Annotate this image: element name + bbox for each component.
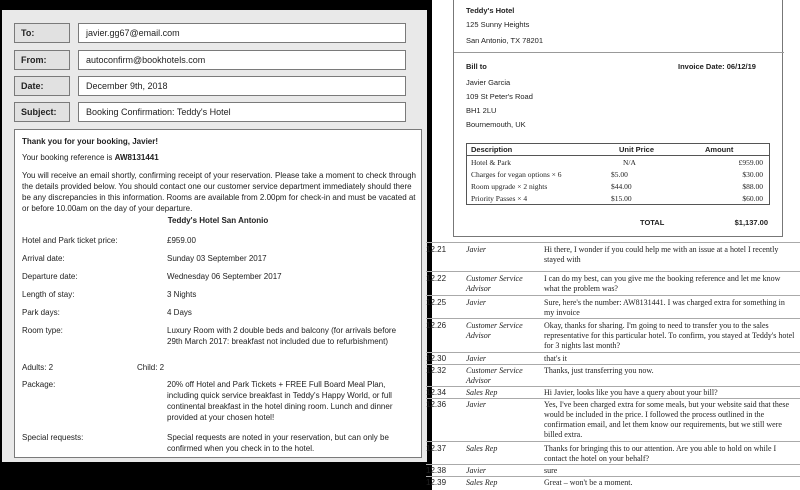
subject-label: Subject: bbox=[14, 102, 70, 122]
chat-message bbox=[426, 398, 800, 441]
bill-to-address: 109 St Peter's Road bbox=[466, 92, 533, 101]
intro-paragraph: You will receive an email shortly, confirming receipt of your reservation. Please take a moment to check through the details provided below. You should contact one our customer service department immediately should there be any discrepancies in this information. Rooms are available from 2.00pm for check-in and must be vacated at or before 10.00am on the day of your departure. bbox=[22, 171, 416, 213]
chat-message bbox=[426, 318, 800, 352]
detail-label: Length of stay: bbox=[22, 290, 75, 299]
message-sender: Customer Service Advisor bbox=[466, 366, 523, 385]
table-header-rule bbox=[467, 155, 769, 156]
message-time: 12.39 bbox=[426, 478, 447, 487]
chat-message bbox=[426, 364, 800, 386]
message-time: 12.32 bbox=[426, 366, 447, 375]
detail-label: Departure date: bbox=[22, 272, 78, 281]
chat-message bbox=[426, 476, 800, 490]
table-cell-description: Room upgrade × 2 nights bbox=[471, 182, 548, 191]
chat-message bbox=[426, 295, 800, 318]
detail-label: Hotel and Park ticket price: bbox=[22, 236, 118, 245]
column-header-unit-price: Unit Price bbox=[619, 145, 655, 154]
table-cell-unit-price: $5.00 bbox=[611, 170, 628, 179]
message-sender: Javier bbox=[466, 245, 486, 254]
message-time: 12.37 bbox=[426, 444, 447, 453]
to-field[interactable]: javier.gg67@email.com bbox=[78, 23, 406, 43]
message-sender: Javier bbox=[466, 466, 486, 475]
to-row bbox=[14, 23, 422, 43]
adults-count: Adults: 2 bbox=[22, 363, 54, 372]
message-text: Hi Javier, looks like you have a query about your bill? bbox=[544, 388, 718, 397]
table-cell-amount: £959.00 bbox=[738, 158, 763, 167]
child-count: Child: 2 bbox=[137, 363, 165, 372]
table-cell-description: Charges for vegan options × 6 bbox=[471, 170, 562, 179]
message-sender: Sales Rep bbox=[466, 388, 498, 397]
detail-label: Park days: bbox=[22, 308, 60, 317]
message-time: 12.22 bbox=[426, 274, 447, 283]
message-text: Great – won't be a moment. bbox=[544, 478, 633, 487]
message-sender: Sales Rep bbox=[466, 444, 498, 453]
message-text: Yes, I've been charged extra for some meals, but your website said that these would be included in the price. I followed the process outlined in the confirmation email, and let them know our requirements, but we still were billed extra. bbox=[544, 400, 790, 439]
table-cell-amount: $60.00 bbox=[742, 194, 763, 203]
detail-label: Room type: bbox=[22, 326, 63, 335]
message-text: Okay, thanks for sharing. I'm going to need to transfer you to the sales representative for this particular hotel. To confirm, you stayed at Teddy's hotel for 3 nights last month? bbox=[544, 321, 795, 350]
booking-ref-value: AW8131441 bbox=[114, 153, 159, 162]
subject-field[interactable]: Booking Confirmation: Teddy's Hotel bbox=[78, 102, 406, 122]
message-time: 12.34 bbox=[426, 388, 447, 397]
message-time: 12.36 bbox=[426, 400, 447, 409]
detail-value: Luxury Room with 2 double beds and balcony (for arrivals before 29th March 2017: breakfast not included due to refurbishment) bbox=[167, 326, 397, 346]
detail-value: 3 Nights bbox=[167, 290, 197, 299]
email-body bbox=[14, 129, 422, 458]
chat-message bbox=[426, 464, 800, 476]
invoice-table bbox=[466, 143, 770, 205]
message-sender: Javier bbox=[466, 298, 486, 307]
chat-message bbox=[426, 386, 800, 398]
package-value: 20% off Hotel and Park Tickets + FREE Full Board Meal Plan, including quick service breakfast in Teddy's Happy World, or full continental breakfast in the hotel dining room. Lunch and dinner provided at your chosen hotel! bbox=[167, 380, 393, 422]
table-cell-description: Hotel & Park bbox=[471, 158, 511, 167]
message-text: sure bbox=[544, 466, 558, 475]
message-text: Hi there, I wonder if you could help me with an issue at a hotel I recently stayed with bbox=[544, 245, 779, 264]
detail-value: Sunday 03 September 2017 bbox=[167, 254, 267, 263]
to-label: To: bbox=[14, 23, 70, 43]
chat-log bbox=[426, 242, 800, 490]
date-label: Date: bbox=[14, 76, 70, 96]
date-row bbox=[14, 76, 422, 96]
booking-ref-line bbox=[22, 152, 159, 163]
special-requests-label: Special requests: bbox=[22, 433, 84, 442]
message-text: Sure, here's the number: AW8131441. I was charged extra for something in my invoice bbox=[544, 298, 785, 317]
message-time: 12.21 bbox=[426, 245, 447, 254]
from-row bbox=[14, 50, 422, 70]
chat-message bbox=[426, 441, 800, 464]
invoice-hotel-address: San Antonio, TX 78201 bbox=[466, 36, 544, 45]
message-sender: Javier bbox=[466, 354, 486, 363]
chat-message bbox=[426, 271, 800, 295]
from-label: From: bbox=[14, 50, 70, 70]
message-time: 12.38 bbox=[426, 466, 447, 475]
table-cell-unit-price: N/A bbox=[623, 158, 636, 167]
message-text: Thanks, just transferring you now. bbox=[544, 366, 654, 375]
bill-to-address: BH1 2LU bbox=[466, 106, 497, 115]
date-field[interactable]: December 9th, 2018 bbox=[78, 76, 406, 96]
message-time: 12.26 bbox=[426, 321, 447, 330]
detail-value: Wednesday 06 September 2017 bbox=[167, 272, 282, 281]
booking-ref-text: Your booking reference is bbox=[22, 153, 115, 162]
table-cell-amount: $30.00 bbox=[742, 170, 763, 179]
hotel-title: Teddy's Hotel San Antonio bbox=[167, 216, 269, 225]
subject-row bbox=[14, 102, 422, 122]
invoice-date: Invoice Date: 06/12/19 bbox=[678, 62, 756, 71]
message-text: I can do my best, can you give me the booking reference and let me know what the problem was? bbox=[544, 274, 781, 293]
total-label: TOTAL bbox=[640, 218, 665, 227]
thanks-heading: Thank you for your booking, Javier! bbox=[22, 137, 159, 146]
special-requests-value: Special requests are noted in your reservation, but can only be confirmed when you check in to the hotel. bbox=[167, 433, 389, 453]
chat-message bbox=[426, 352, 800, 364]
message-sender: Customer Service Advisor bbox=[466, 274, 523, 293]
message-sender: Customer Service Advisor bbox=[466, 321, 523, 340]
invoice-hotel-address: 125 Sunny Heights bbox=[466, 20, 530, 29]
message-text: Thanks for bringing this to our attention. Are you able to hold on while I contact the hotel on your behalf? bbox=[544, 444, 777, 463]
from-field[interactable]: autoconfirm@bookhotels.com bbox=[78, 50, 406, 70]
detail-value: £959.00 bbox=[167, 236, 196, 245]
package-label: Package: bbox=[22, 380, 56, 389]
table-cell-amount: $88.00 bbox=[742, 182, 763, 191]
chat-message bbox=[426, 242, 800, 271]
table-cell-unit-price: $44.00 bbox=[611, 182, 632, 191]
message-sender: Sales Rep bbox=[466, 478, 498, 487]
column-header-description: Description bbox=[471, 145, 513, 154]
detail-value: 4 Days bbox=[167, 308, 192, 317]
table-cell-unit-price: $15.00 bbox=[611, 194, 632, 203]
message-sender: Javier bbox=[466, 400, 486, 409]
column-header-amount: Amount bbox=[705, 145, 734, 154]
table-cell-description: Priority Passes × 4 bbox=[471, 194, 528, 203]
email-panel bbox=[2, 10, 427, 462]
invoice-divider bbox=[454, 52, 784, 53]
detail-label: Arrival date: bbox=[22, 254, 65, 263]
message-time: 12.30 bbox=[426, 354, 447, 363]
message-text: that's it bbox=[544, 354, 567, 363]
bill-to-label: Bill to bbox=[466, 62, 487, 71]
bill-to-name: Javier Garcia bbox=[466, 78, 511, 87]
total-value: $1,137.00 bbox=[734, 218, 768, 227]
message-time: 12.25 bbox=[426, 298, 447, 307]
invoice bbox=[453, 0, 783, 237]
invoice-hotel-name: Teddy's Hotel bbox=[466, 6, 515, 15]
bill-to-address: Bournemouth, UK bbox=[466, 120, 526, 129]
